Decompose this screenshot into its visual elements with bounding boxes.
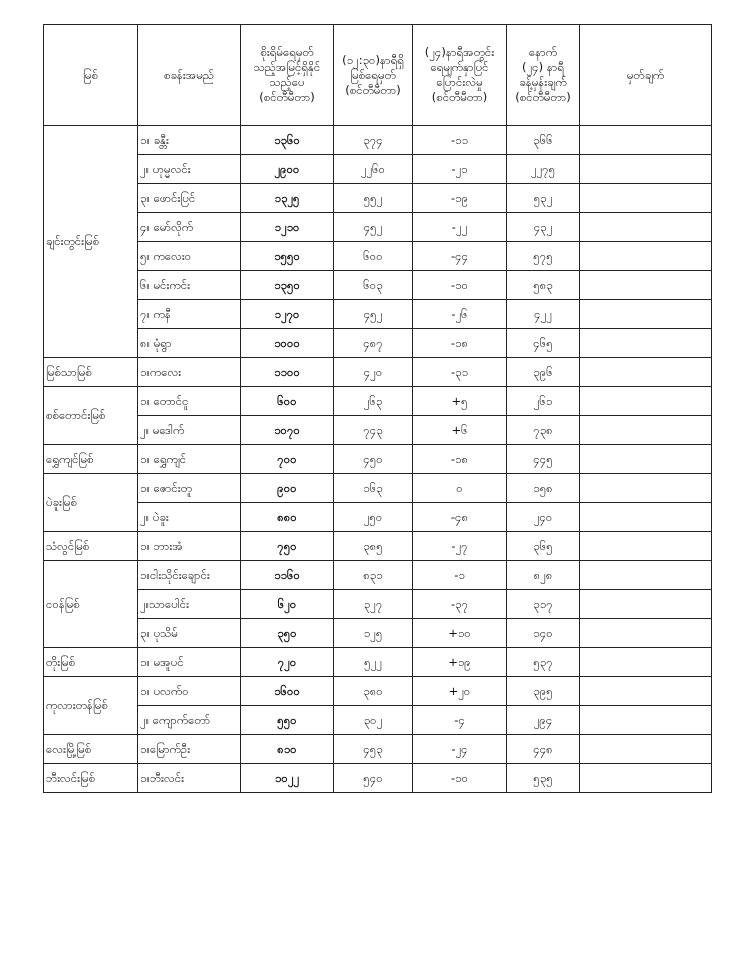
level-change-cell: +၂၀	[413, 677, 507, 706]
forecast-cell: ၅၈၃	[507, 271, 580, 300]
danger-level-cell: ၅၅၀	[241, 706, 334, 735]
level-change-cell: -၁၈	[413, 329, 507, 358]
station-name-cell: ၁။ငါးသိုင်းချောင်း	[138, 561, 241, 590]
danger-level-cell: ၁၃၅၀	[241, 271, 334, 300]
danger-level-cell: ၈၁၀	[241, 735, 334, 764]
danger-level-cell: ၃၅၀	[241, 619, 334, 648]
current-level-cell: ၁၂၅	[334, 619, 413, 648]
river-name-cell: ရွှေကျင်မြစ်	[44, 445, 138, 474]
river-name-cell: သံလွင်မြစ်	[44, 532, 138, 561]
forecast-cell: ၄၃၂	[507, 213, 580, 242]
danger-level-cell: ၉၀၀	[241, 474, 334, 503]
forecast-cell: ၄၄၈	[507, 735, 580, 764]
remarks-cell	[580, 271, 712, 300]
forecast-cell: ၃၁၇	[507, 590, 580, 619]
station-name-cell: ၁။ ပလက်ဝ	[138, 677, 241, 706]
danger-level-cell: ၁၆၀၀	[241, 677, 334, 706]
danger-level-cell: ၁၃၂၅	[241, 184, 334, 213]
header-danger-level: စိုးရိမ်ရေမှတ် သည့်အမြင့်ရှိနိုင် သည့်ပေ (စင်တီမီတာ)	[241, 25, 334, 126]
remarks-cell	[580, 764, 712, 793]
level-change-cell: -၂၇	[413, 532, 507, 561]
station-name-cell: ၃။ ပုသိမ်	[138, 619, 241, 648]
current-level-cell: ၃၀၂	[334, 706, 413, 735]
remarks-cell	[580, 155, 712, 184]
header-forecast: နောက် (၂၄) နာရီ ခန့်မှန်းချက် (စင်တီမီတာ)	[507, 25, 580, 126]
danger-level-cell: ၁၀၇၀	[241, 416, 334, 445]
current-level-cell: ၄၅၂	[334, 213, 413, 242]
current-level-cell: ၅၅၂	[334, 184, 413, 213]
remarks-cell	[580, 184, 712, 213]
current-level-cell: ၃၇၄	[334, 126, 413, 155]
level-change-cell: -၃၁	[413, 358, 507, 387]
table-row	[44, 474, 712, 503]
table-row	[44, 648, 712, 677]
current-level-cell: ၃၂၇	[334, 590, 413, 619]
forecast-cell: ၅၃၂	[507, 184, 580, 213]
danger-level-cell: ၁၂၁၀	[241, 213, 334, 242]
table-row	[44, 126, 712, 155]
remarks-cell	[580, 213, 712, 242]
danger-level-cell: ၁၀၂၂	[241, 764, 334, 793]
station-name-cell: ၅။ ကလေးဝ	[138, 242, 241, 271]
level-change-cell: -၁၀	[413, 764, 507, 793]
current-level-cell: ၂၅၀	[334, 503, 413, 532]
level-change-cell: -၁၉	[413, 184, 507, 213]
header-row	[44, 25, 712, 126]
danger-level-cell: ၂၉၀၀	[241, 155, 334, 184]
current-level-cell: ၅၂၂	[334, 648, 413, 677]
header-24h-change: (၂၄)နာရီအတွင်း ရေမျက်နှာပြင် ပြောင်းလဲမှု (စင်တီမီတာ)	[413, 25, 507, 126]
danger-level-cell: ၇၀၀	[241, 445, 334, 474]
current-level-cell: ၄၅၃	[334, 735, 413, 764]
level-change-cell: -၃၇	[413, 590, 507, 619]
remarks-cell	[580, 445, 712, 474]
river-name-cell: ကုလားတန်မြစ်	[44, 677, 138, 735]
station-name-cell: ၈။ မုံရွာ	[138, 329, 241, 358]
level-change-cell: -၄	[413, 706, 507, 735]
table-row	[44, 561, 712, 590]
station-name-cell: ၁။ ခန္တီး	[138, 126, 241, 155]
level-change-cell: +၁၉	[413, 648, 507, 677]
table-row	[44, 503, 712, 532]
forecast-cell: ၄၂၂	[507, 300, 580, 329]
level-change-cell: -၁၈	[413, 445, 507, 474]
forecast-cell: ၁၄၀	[507, 619, 580, 648]
table-body	[44, 126, 712, 793]
level-change-cell: +၆	[413, 416, 507, 445]
remarks-cell	[580, 387, 712, 416]
river-name-cell: ချင်းတွင်းမြစ်	[44, 126, 138, 358]
danger-level-cell: ၁၅၅၀	[241, 242, 334, 271]
danger-level-cell: ၁၀၀၀	[241, 329, 334, 358]
station-name-cell: ၁။ဘီးလင်း	[138, 764, 241, 793]
river-name-cell: ငဝန်မြစ်	[44, 561, 138, 648]
level-change-cell: ၀	[413, 474, 507, 503]
station-name-cell: ၁။ မအူပင်	[138, 648, 241, 677]
table-row	[44, 590, 712, 619]
river-name-cell: စစ်တောင်းမြစ်	[44, 387, 138, 445]
station-name-cell: ၂။ ဟုမ္မလင်း	[138, 155, 241, 184]
forecast-cell: ၂၉၄	[507, 706, 580, 735]
current-level-cell: ၁၆၃	[334, 474, 413, 503]
current-level-cell: ၄၂၀	[334, 358, 413, 387]
danger-level-cell: ၁၁၀၀	[241, 358, 334, 387]
forecast-cell: ၃၉၅	[507, 677, 580, 706]
table-row	[44, 329, 712, 358]
forecast-cell: ၃၆၆	[507, 126, 580, 155]
river-name-cell: မြစ်သာမြစ်	[44, 358, 138, 387]
header-remarks: မှတ်ချက်	[580, 25, 712, 126]
remarks-cell	[580, 532, 712, 561]
station-name-cell: ၁။မြောက်ဦး	[138, 735, 241, 764]
remarks-cell	[580, 706, 712, 735]
forecast-cell: ၂၆၁	[507, 387, 580, 416]
level-change-cell: -၂၂	[413, 213, 507, 242]
current-level-cell: ၆၀၃	[334, 271, 413, 300]
header-station: စခန်းအမည်	[138, 25, 241, 126]
remarks-cell	[580, 416, 712, 445]
current-level-cell: ၆၀၀	[334, 242, 413, 271]
table-row	[44, 213, 712, 242]
table-row	[44, 155, 712, 184]
forecast-cell: ၈၂၈	[507, 561, 580, 590]
current-level-cell: ၈၃၁	[334, 561, 413, 590]
forecast-cell: ၂၄၀	[507, 503, 580, 532]
station-name-cell: ၄။ မော်လိုက်	[138, 213, 241, 242]
level-change-cell: -၁၀	[413, 271, 507, 300]
level-change-cell: -၄၄	[413, 242, 507, 271]
remarks-cell	[580, 677, 712, 706]
station-name-cell: ၁။ ဘားအံ	[138, 532, 241, 561]
forecast-cell: ၇၃၈	[507, 416, 580, 445]
level-change-cell: -၁	[413, 561, 507, 590]
table-row	[44, 735, 712, 764]
table-row	[44, 619, 712, 648]
level-change-cell: +၅	[413, 387, 507, 416]
current-level-cell: ၂၆၃	[334, 387, 413, 416]
table-row	[44, 242, 712, 271]
header-river: မြစ်	[44, 25, 138, 126]
remarks-cell	[580, 590, 712, 619]
danger-level-cell: ၁၃၆၀	[241, 126, 334, 155]
current-level-cell: ၇၄၃	[334, 416, 413, 445]
danger-level-cell: ၆၀၀	[241, 387, 334, 416]
station-name-cell: ၁။ ရွှေကျင်	[138, 445, 241, 474]
river-name-cell: ပဲခူးမြစ်	[44, 474, 138, 532]
table-row	[44, 358, 712, 387]
remarks-cell	[580, 358, 712, 387]
forecast-cell: ၅၃၅	[507, 764, 580, 793]
current-level-cell: ၄၈၇	[334, 329, 413, 358]
forecast-cell: ၄၆၅	[507, 329, 580, 358]
danger-level-cell: ၇၅၀	[241, 532, 334, 561]
remarks-cell	[580, 561, 712, 590]
level-change-cell: -၂၁	[413, 155, 507, 184]
remarks-cell	[580, 735, 712, 764]
forecast-cell: ၅၇၅	[507, 242, 580, 271]
forecast-cell: ၃၆၅	[507, 532, 580, 561]
danger-level-cell: ၈၈၀	[241, 503, 334, 532]
remarks-cell	[580, 619, 712, 648]
danger-level-cell: ၁၂၇၀	[241, 300, 334, 329]
remarks-cell	[580, 503, 712, 532]
danger-level-cell: ၇၂၀	[241, 648, 334, 677]
table-row	[44, 706, 712, 735]
table-row	[44, 387, 712, 416]
level-change-cell: +၁၀	[413, 619, 507, 648]
level-change-cell: -၁၁	[413, 126, 507, 155]
header-current-level: (၁၂:၃၀)နာရီရှိ မြစ်ရေမှတ် (စင်တီမီတာ)	[334, 25, 413, 126]
current-level-cell: ၅၄၀	[334, 764, 413, 793]
remarks-cell	[580, 300, 712, 329]
remarks-cell	[580, 329, 712, 358]
table-row	[44, 271, 712, 300]
current-level-cell: ၃၈၅	[334, 532, 413, 561]
table-row	[44, 677, 712, 706]
remarks-cell	[580, 474, 712, 503]
table-row	[44, 445, 712, 474]
remarks-cell	[580, 648, 712, 677]
level-change-cell: -၂၆	[413, 300, 507, 329]
danger-level-cell: ၆၂၀	[241, 590, 334, 619]
forecast-cell: ၁၅၈	[507, 474, 580, 503]
station-name-cell: ၂။ မဒေါက်	[138, 416, 241, 445]
level-change-cell: -၄၈	[413, 503, 507, 532]
station-name-cell: ၂။ ပဲခူး	[138, 503, 241, 532]
station-name-cell: ၁။ ဇောင်းတူ	[138, 474, 241, 503]
station-name-cell: ၂။သာပေါင်း	[138, 590, 241, 619]
station-name-cell: ၃။ ဖောင်းပြင်	[138, 184, 241, 213]
danger-level-cell: ၁၁၆၀	[241, 561, 334, 590]
station-name-cell: ၁။ကလေး	[138, 358, 241, 387]
current-level-cell: ၄၅၂	[334, 300, 413, 329]
river-name-cell: တိုးမြစ်	[44, 648, 138, 677]
river-name-cell: ဘီးလင်းမြစ်	[44, 764, 138, 793]
current-level-cell: ၄၅၀	[334, 445, 413, 474]
forecast-cell: ၃၉၆	[507, 358, 580, 387]
current-level-cell: ၂၂၆၀	[334, 155, 413, 184]
forecast-cell: ၅၃၇	[507, 648, 580, 677]
table-row	[44, 300, 712, 329]
station-name-cell: ၇။ ကနီ	[138, 300, 241, 329]
station-name-cell: ၆။ မင်းကင်း	[138, 271, 241, 300]
forecast-cell: ၄၄၅	[507, 445, 580, 474]
table-row	[44, 184, 712, 213]
table-row	[44, 764, 712, 793]
table-row	[44, 532, 712, 561]
station-name-cell: ၂။ ကျောက်တော်	[138, 706, 241, 735]
forecast-cell: ၂၂၇၅	[507, 155, 580, 184]
table-row	[44, 416, 712, 445]
current-level-cell: ၃၈၀	[334, 677, 413, 706]
remarks-cell	[580, 242, 712, 271]
river-water-level-table	[43, 24, 712, 793]
remarks-cell	[580, 126, 712, 155]
station-name-cell: ၁။ တောင်ငူ	[138, 387, 241, 416]
river-name-cell: လေးမြို့မြစ်	[44, 735, 138, 764]
level-change-cell: -၂၄	[413, 735, 507, 764]
